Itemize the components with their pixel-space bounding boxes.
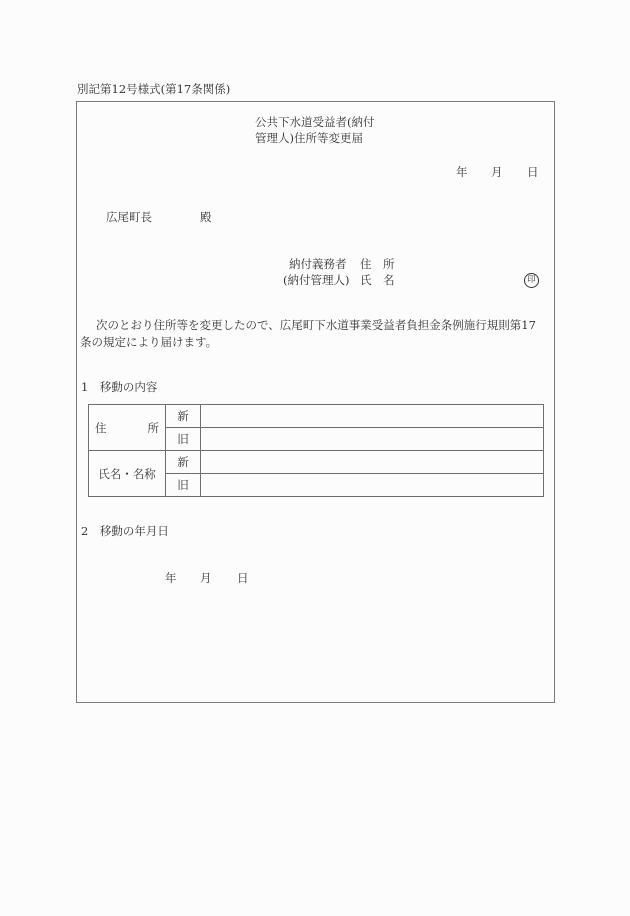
move-date-year-label: 年: [165, 571, 177, 585]
applicant-address-label: 住 所: [360, 257, 395, 271]
table-row: [89, 405, 544, 428]
section1-heading: 1 移動の内容: [81, 380, 158, 394]
move-date-day-label: 日: [237, 571, 249, 585]
applicant-role-line2: (納付管理人): [283, 273, 350, 287]
body-text-line1: 次のとおり住所等を変更したので、広尾町下水道事業受益者負担金条例施行規則第17: [96, 318, 536, 332]
movement-details-table: [88, 404, 544, 497]
seal-icon: 印: [524, 273, 539, 288]
date-day-label: 日: [527, 165, 539, 179]
old-address-field[interactable]: [201, 428, 544, 451]
new-address-field[interactable]: [201, 405, 544, 428]
form-title-line2: 管理人)住所等変更届: [255, 131, 363, 145]
addressee-name: 広尾町長: [106, 210, 152, 224]
section2-heading: 2 移動の年月日: [81, 524, 169, 538]
name-label-cell: 氏名・名称: [89, 451, 166, 497]
date-year-label: 年: [456, 165, 468, 179]
table-row: [89, 451, 544, 474]
form-frame: [76, 101, 555, 703]
old-name-field[interactable]: [201, 474, 544, 497]
form-number: 別記第12号様式(第17条関係): [77, 82, 231, 96]
new-label: 新: [166, 405, 201, 428]
old-label: 旧: [166, 428, 201, 451]
address-label-cell: 住 所: [89, 405, 166, 451]
date-month-label: 月: [491, 165, 503, 179]
old-label: 旧: [166, 474, 201, 497]
form-title-line1: 公共下水道受益者(納付: [255, 115, 375, 129]
addressee-honorific: 殿: [200, 210, 212, 224]
body-text-line2: 条の規定により届けます。: [80, 335, 218, 349]
new-label: 新: [166, 451, 201, 474]
move-date-month-label: 月: [200, 571, 212, 585]
applicant-role-line1: 納付義務者: [289, 257, 347, 271]
applicant-name-label: 氏 名: [360, 273, 395, 287]
new-name-field[interactable]: [201, 451, 544, 474]
